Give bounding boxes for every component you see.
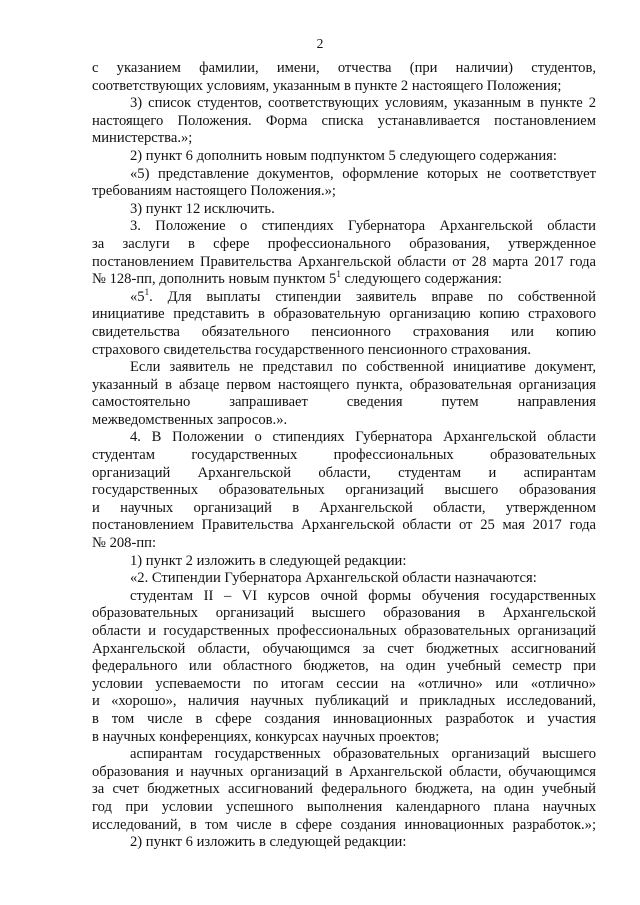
text-line-continuation: следующего содержания: <box>340 271 502 288</box>
text-line <box>92 166 596 184</box>
text-line-content: в научных конференциях, конкурсах научных проектов; <box>92 728 440 745</box>
text-line-content: министерства.»; <box>92 130 193 147</box>
text-line-content: 1) пункт 2 изложить в следующей редакции: <box>130 552 407 569</box>
text-line <box>92 465 596 483</box>
text-line-content: 2) пункт 6 дополнить новым подпунктом 5 следующего содержания: <box>130 147 557 164</box>
text-line-content: постановлением Правительства Архангельской области от 25 мая 2017 года <box>92 517 596 534</box>
text-line-content: за заслуги в сфере профессионального образования, утвержденное <box>92 235 596 252</box>
text-line <box>92 517 596 535</box>
text-line-content: аспирантам государственных образовательных организаций высшего <box>130 746 596 763</box>
text-line-content: указанный в абзаце первом настоящего пункта, образовательная организация <box>92 376 596 393</box>
text-line-content: организаций Архангельской области, студентам и аспирантам <box>92 464 596 481</box>
text-line-content: «2. Стипендии Губернатора Архангельской области назначаются: <box>130 570 537 587</box>
text-line <box>92 588 596 606</box>
text-line <box>92 764 596 782</box>
text-line <box>92 306 596 324</box>
text-line-content: постановлением Правительства Архангельской области от 28 марта 2017 года <box>92 253 596 270</box>
text-line <box>92 799 596 817</box>
text-line-content: федерального или областного бюджетов, на один учебный семестр при <box>92 658 596 675</box>
text-line-content: 2) пункт 6 изложить в следующей редакции: <box>130 834 407 851</box>
text-line <box>92 148 596 166</box>
text-line-content: межведомственных запросов.». <box>92 411 288 428</box>
text-line <box>92 286 596 307</box>
text-line-content: с указанием фамилии, имени, отчества (при наличии) студентов, <box>92 60 596 76</box>
text-line <box>92 500 596 518</box>
text-line-content: государственных образовательных организаций высшего образования <box>92 482 596 499</box>
text-line <box>92 746 596 764</box>
text-line <box>92 605 596 623</box>
document-body <box>92 60 596 852</box>
text-line-content: за счет бюджетных ассигнований федерального бюджета, на один учебный <box>92 781 596 798</box>
text-line <box>92 254 596 272</box>
text-line-content: № 128-пп, дополнить новым пунктом 5 <box>92 271 337 288</box>
text-line <box>92 623 596 641</box>
text-line <box>92 729 596 747</box>
text-line <box>92 641 596 659</box>
text-line <box>92 130 596 148</box>
text-line <box>92 218 596 236</box>
text-line-content: 4. В Положении о стипендиях Губернатора Архангельской области <box>130 429 596 446</box>
text-line <box>92 60 596 78</box>
text-line-content: и научных организаций в Архангельской области, утвержденном <box>92 499 596 516</box>
text-line <box>92 95 596 113</box>
superscript: 1 <box>144 286 150 297</box>
text-line-content: Архангельской области, обучающимся за счет бюджетных ассигнований <box>92 640 596 657</box>
text-line <box>92 834 596 852</box>
text-line-content: области и государственных профессиональных образовательных организаций <box>92 623 596 639</box>
text-line <box>92 693 596 711</box>
text-line <box>92 817 596 835</box>
text-line <box>92 781 596 799</box>
text-line-content: «5 <box>130 288 145 305</box>
text-line-content: 3) список студентов, соответствующих условиям, указанным в пункте 2 <box>130 95 596 112</box>
text-line-content: самостоятельно запрашивает сведения путем направления <box>92 394 596 411</box>
text-line <box>92 359 596 377</box>
text-line <box>92 78 596 96</box>
text-line <box>92 429 596 447</box>
text-line <box>92 447 596 465</box>
text-line-content: страхового свидетельства государственного пенсионного страхования. <box>92 341 531 358</box>
text-line-content: и «хорошо», наличия научных публикаций и прикладных исследований, <box>92 693 596 710</box>
text-line-content: образования и научных организаций в Архангельской области, обучающимся <box>92 763 596 780</box>
text-line-content: студентам государственных профессиональных образовательных <box>92 447 596 464</box>
text-line-content: свидетельства обязательного пенсионного страхования или копию <box>92 323 596 340</box>
text-line-content: студентам II – VI курсов очной формы обучения государственных <box>130 587 596 604</box>
text-line <box>92 711 596 729</box>
text-line-content: соответствующих условиям, указанным в пункте 2 настоящего Положения; <box>92 77 562 94</box>
text-line <box>92 394 596 412</box>
text-line-content: в том числе в сфере создания инновационных разработок и участия <box>92 710 596 727</box>
text-line <box>92 482 596 500</box>
page-number: 2 <box>316 36 324 51</box>
text-line-content: требованиям настоящего Положения.»; <box>92 183 336 200</box>
text-line-content: условии успеваемости по итогам сессии на «отлично» или «отлично» <box>92 675 596 692</box>
text-line-continuation: . Для выплаты стипендии заявитель вправе по собственной <box>149 288 596 305</box>
text-line <box>92 113 596 131</box>
text-line <box>92 535 596 553</box>
text-line-content: 3) пункт 12 исключить. <box>130 200 275 217</box>
text-line-content: № 208-пп: <box>92 535 156 552</box>
text-line <box>92 271 596 289</box>
text-line <box>92 183 596 201</box>
superscript: 1 <box>336 269 341 280</box>
text-line <box>92 658 596 676</box>
text-line <box>92 553 596 571</box>
text-line-content: образовательных организаций высшего образования в Архангельской <box>92 605 596 622</box>
text-line-content: «5) представление документов, оформление которых не соответствует <box>130 165 596 182</box>
text-line <box>92 570 596 588</box>
text-line-content: инициативе представить в образовательную организацию копию страхового <box>92 306 596 323</box>
text-line-content: исследований, в том числе в сфере создания инновационных разработок.»; <box>92 816 596 833</box>
text-line <box>92 236 596 254</box>
text-line <box>92 342 596 360</box>
text-line <box>92 201 596 219</box>
text-line <box>92 412 596 430</box>
text-line-content: год при условии успешного выполнения календарного плана научных <box>92 798 596 815</box>
text-line <box>92 324 596 342</box>
text-line <box>92 676 596 694</box>
text-line-content: Если заявитель не представил по собственной инициативе документ, <box>130 359 596 376</box>
text-line-content: настоящего Положения. Форма списка устанавливается постановлением <box>92 112 596 129</box>
text-line-content: 3. Положение о стипендиях Губернатора Архангельской области <box>130 218 596 235</box>
text-line <box>92 377 596 395</box>
